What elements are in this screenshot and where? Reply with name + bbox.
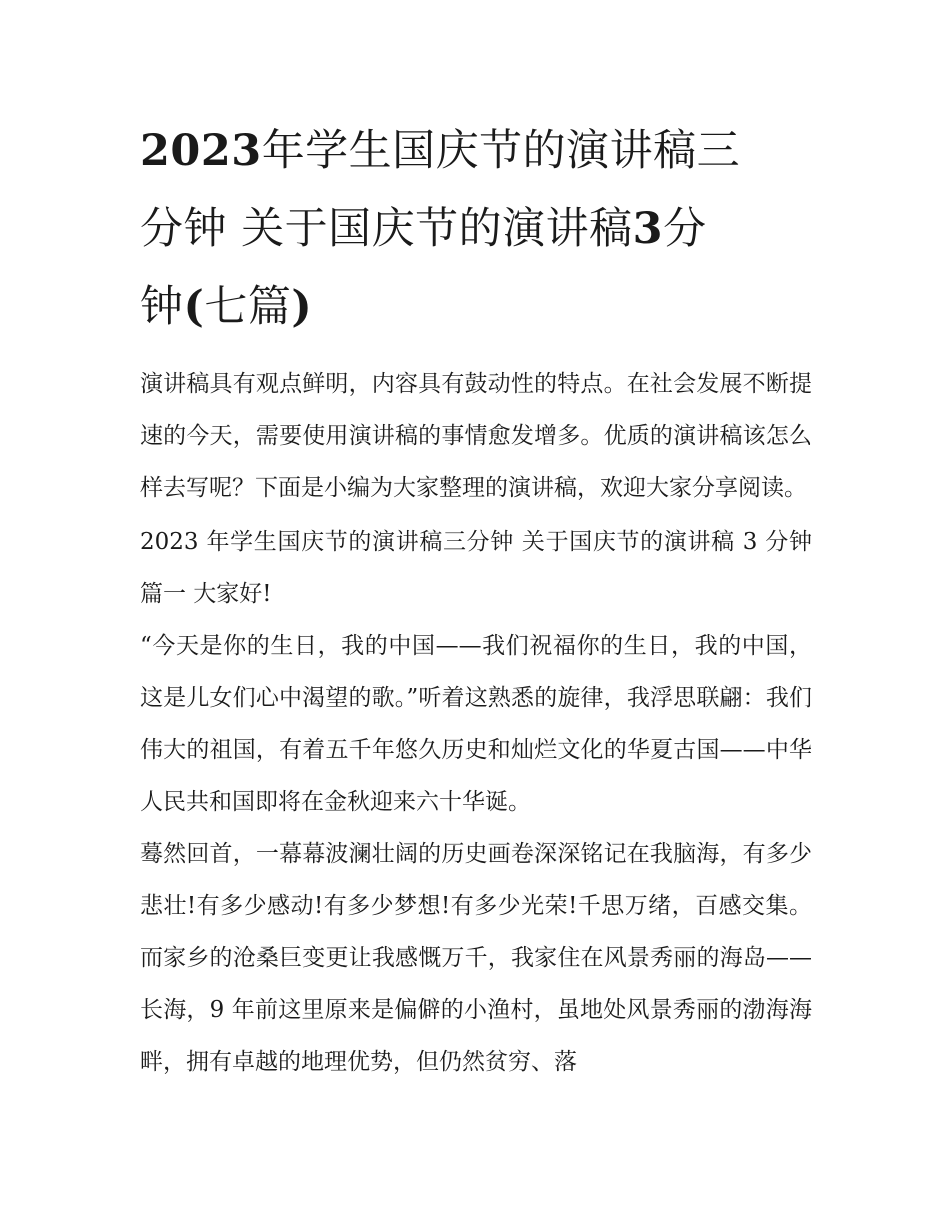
title-line-2	[140, 204, 707, 254]
document-title	[140, 112, 812, 346]
body-paragraph-1: “今天是你的生日，我的中国——我们祝福你的生日，我的中国，这是儿女们心中渴望的歌。”听着这熟悉的旋律，我浮思联翩：我们伟大的祖国，有着五千年悠久历史和灿烂文化的华夏古国——中华人民共和国即将在金秋迎来六十华诞。	[140, 633, 812, 815]
intro-paragraph: 演讲稿具有观点鲜明，内容具有鼓动性的特点。在社会发展不断提速的今天，需要使用演讲稿的事情愈发增多。优质的演讲稿该怎么样去写呢？下面是小编为大家整理的演讲稿，欢迎大家分享阅读。	[140, 371, 812, 501]
title-number: 3	[632, 204, 664, 254]
title-line-3-text: 钟	[140, 282, 184, 332]
title-line-1	[140, 126, 740, 176]
title-year: 2023	[140, 126, 262, 176]
body-paragraph-2: 蓦然回首，一幕幕波澜壮阔的历史画卷深深铭记在我脑海，有多少悲壮!有多少感动!有多少梦想!有多少光荣!千思万绪，百感交集。而家乡的沧桑巨变更让我感慨万千，我家住在风景秀丽的海岛——长海，9 年前这里原来是偏僻的小渔村，虽地处风景秀丽的渤海海畔，拥有卓越的地理优势，但仍然贫穷、落	[140, 841, 812, 1075]
title-open-paren: (	[183, 282, 205, 332]
title-line-3	[140, 282, 312, 332]
title-line-1-text: 年学生国庆节的演讲稿三	[261, 126, 741, 176]
document-page	[140, 112, 812, 1088]
title-close-paren: )	[291, 282, 313, 332]
title-line-2-tail: 分	[663, 204, 707, 254]
title-line-3-mid: 七篇	[204, 282, 292, 332]
section-heading: 2023 年学生国庆节的演讲稿三分钟 关于国庆节的演讲稿 3 分钟篇一 大家好!	[140, 529, 812, 607]
title-line-2-text: 分钟 关于国庆节的演讲稿	[140, 204, 633, 254]
